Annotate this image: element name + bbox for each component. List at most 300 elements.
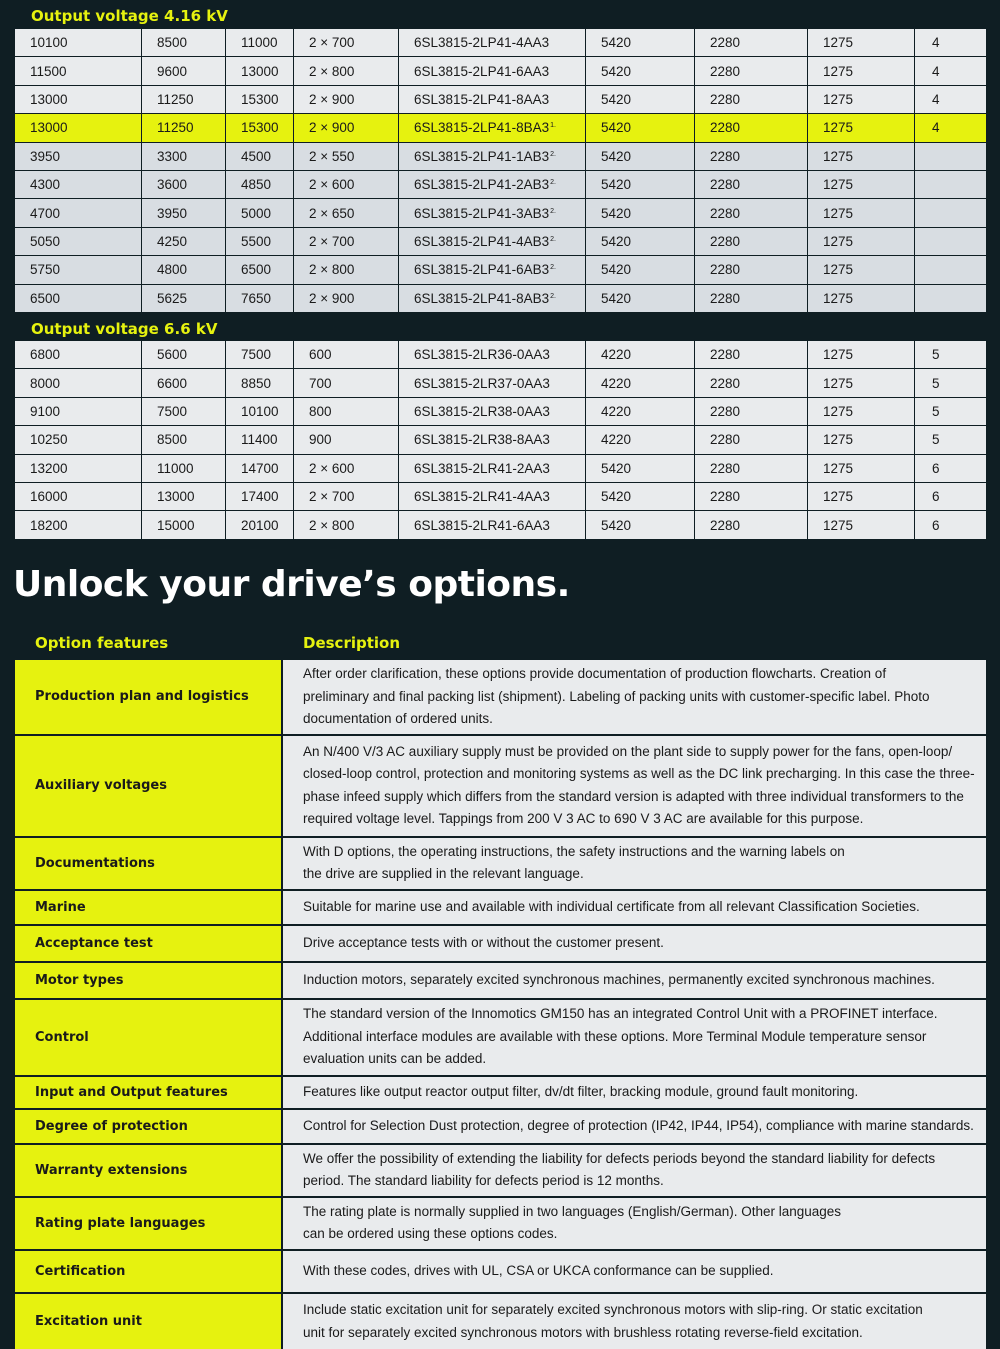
table-cell [695,57,808,85]
cell-value: 6SL3815-2LR38-0AA3 [414,403,550,419]
table-cell [399,171,586,199]
table-cell [586,341,695,369]
cell-value: 6SL3815-2LR41-2AA3 [414,460,550,476]
cell-value: 2280 [710,262,741,278]
cell-value: 700 [309,375,332,391]
cell-value: 2 × 800 [309,63,355,79]
table-cell [808,426,915,454]
cell-value: 18200 [30,517,68,533]
table-cell [294,341,399,369]
table-cell [808,369,915,397]
option-feature: Acceptance test [15,926,283,963]
cell-value: 11250 [157,120,194,136]
table-cell [142,199,226,227]
description-line: Include static excitation unit for separately excited synchronous motors with slip-ring. Or static excitation [303,1302,923,1317]
cell-value: 6SL3815-2LP41-2AB3 [414,177,550,193]
cell-value: 1275 [823,517,854,533]
cell-value: 11500 [30,63,67,79]
table-cell [226,86,294,114]
cell-value: 6SL3815-2LP41-8AA3 [414,91,550,107]
cell-value: 5 [932,375,940,391]
footnote-marker: 2. [550,235,556,243]
cell-value: 15300 [241,91,279,107]
footnote-marker: 2. [550,292,556,300]
table-cell [399,199,586,227]
table-cell [695,29,808,57]
cell-value: 7500 [157,403,188,419]
table-cell [695,511,808,539]
table-row [15,29,986,57]
table-cell [226,29,294,57]
footnote-marker: 2. [550,150,556,158]
table-cell [915,455,986,483]
option-description [283,1145,986,1198]
cell-value: 2280 [710,63,741,79]
description-line: After order clarification, these options provide documentation of production flowcharts. Creation of [303,666,887,681]
table-cell [695,426,808,454]
cell-value: 5420 [601,262,632,278]
table-row [15,426,986,454]
description-line: phase infeed supply which differs from the standard version is adapted with three individual transformers to the [303,788,964,804]
option-feature: Rating plate languages [15,1198,283,1251]
cell-value: 4 [932,35,940,51]
cell-value: 4 [932,120,940,136]
cell-value: 15000 [157,517,195,533]
table-cell [142,341,226,369]
table-cell [294,426,399,454]
cell-value: 1275 [823,148,854,164]
option-description [283,1251,986,1294]
cell-value: 1275 [823,432,854,448]
table-cell [294,29,399,57]
description-line: Features like output reactor output filter, dv/dt filter, bracking module, ground fault monitoring. [303,1083,859,1099]
table-row [15,455,986,483]
table-cell [294,114,399,142]
cell-value: 600 [309,347,332,363]
options-header-description: Description [303,634,401,652]
table-cell [399,285,586,313]
cell-value: 5420 [601,205,632,221]
cell-value: 2 × 800 [309,262,355,278]
option-row [15,660,986,736]
option-feature: Documentations [15,838,283,891]
table-cell [294,57,399,85]
spec-table-body [15,29,986,313]
table-cell [808,483,915,511]
cell-value: 7650 [241,290,272,306]
table-row [15,511,986,539]
cell-value: 1275 [823,233,854,249]
cell-value: 6 [932,489,940,505]
table-cell [226,171,294,199]
cell-value: 1275 [823,403,854,419]
description-line: required voltage level. Tappings from 200 V 3 AC to 690 V 3 AC are available for this purpose. [303,811,864,826]
cell-value: 2 × 700 [309,35,355,51]
cell-value: 5500 [241,233,272,249]
cell-value: 10100 [241,403,279,419]
cell-value: 2280 [710,233,741,249]
table-cell [586,369,695,397]
table-row [15,171,986,199]
cell-value: 13000 [30,91,68,107]
table-cell [399,57,586,85]
cell-value: 4700 [30,205,61,221]
table-cell [15,256,142,284]
cell-value: 5420 [601,460,632,476]
table-cell [142,171,226,199]
description-line: With D options, the operating instructions, the safety instructions and the warning labels on [303,843,845,859]
table-cell [695,341,808,369]
cell-value: 2 × 900 [309,91,355,107]
table-cell [808,228,915,256]
option-feature: Certification [15,1251,283,1294]
cell-value: 11250 [157,91,194,107]
option-description [283,1110,986,1145]
table-cell [915,398,986,426]
cell-value: 2280 [710,148,741,164]
table-cell [142,256,226,284]
footnote-marker: 2. [550,264,556,272]
table-cell [142,228,226,256]
cell-value: 6600 [157,375,188,391]
table-cell [399,369,586,397]
table-cell [15,57,142,85]
table-cell [15,86,142,114]
cell-value: 9100 [30,403,61,419]
table-cell [142,426,226,454]
description-line: the drive are supplied in the relevant language. [303,866,584,881]
table-cell [586,199,695,227]
table-cell [142,57,226,85]
cell-value: 13000 [30,120,68,136]
table-cell [586,57,695,85]
cell-value: 1275 [823,489,854,505]
table-cell [808,341,915,369]
table-cell [226,285,294,313]
cell-value: 6SL3815-2LP41-6AB3 [414,262,550,278]
cell-value: 2280 [710,347,741,363]
cell-value: 8850 [241,375,272,391]
table-row [15,228,986,256]
option-row [15,1251,986,1294]
table-cell [15,143,142,171]
table-row [15,369,986,397]
cell-value: 2 × 600 [309,177,355,193]
table-cell [915,369,986,397]
cell-value: 13000 [241,63,279,79]
table-cell [399,426,586,454]
cell-value: 2280 [710,517,741,533]
options-header-feature: Option features [35,634,169,652]
cell-value: 1275 [823,460,854,476]
table-row [15,483,986,511]
table-cell [808,29,915,57]
cell-value: 5420 [601,489,632,505]
table-cell [808,285,915,313]
table-cell [226,143,294,171]
table-cell [15,228,142,256]
cell-value: 6SL3815-2LR41-4AA3 [414,489,550,505]
description-line: Induction motors, separately excited synchronous machines, permanently excited synchronous machines. [303,971,935,987]
cell-value: 1275 [823,120,854,136]
table-row [15,114,986,142]
table-cell [808,143,915,171]
table-cell [695,256,808,284]
cell-value: 2280 [710,375,741,391]
cell-value: 8500 [157,35,188,51]
table-cell [294,398,399,426]
table-cell [915,114,986,142]
table-cell [808,199,915,227]
cell-value: 6SL3815-2LP41-1AB3 [414,148,550,164]
cell-value: 2280 [710,403,741,419]
table-cell [142,369,226,397]
table-row [15,256,986,284]
cell-value: 5420 [601,91,632,107]
option-description [283,736,986,838]
option-feature: Production plan and logistics [15,660,283,736]
cell-value: 2280 [710,205,741,221]
cell-value: 6SL3815-2LP41-8AB3 [414,290,550,306]
cell-value: 2280 [710,120,741,136]
table-cell [226,426,294,454]
table-cell [15,511,142,539]
table-cell [695,285,808,313]
table-cell [695,398,808,426]
cell-value: 14700 [241,460,279,476]
cell-value: 4220 [601,432,632,448]
table-cell [15,341,142,369]
table-cell [226,228,294,256]
cell-value: 13200 [30,460,68,476]
table-cell [15,426,142,454]
cell-value: 6SL3815-2LP41-3AB3 [414,205,550,221]
table-cell [226,511,294,539]
cell-value: 8000 [30,375,61,391]
cell-value: 2 × 900 [309,120,355,136]
cell-value: 9600 [157,63,188,79]
table-cell [915,228,986,256]
table-cell [586,285,695,313]
table-cell [142,114,226,142]
table-cell [808,57,915,85]
cell-value: 4800 [157,262,188,278]
table-cell [226,398,294,426]
cell-value: 1275 [823,375,854,391]
table-cell [915,29,986,57]
cell-value: 2280 [710,290,741,306]
cell-value: 6800 [30,347,61,363]
cell-value: 5 [932,403,940,419]
option-description [283,838,986,891]
cell-value: 5 [932,347,940,363]
cell-value: 1275 [823,177,854,193]
spec-table-4-16kv [15,29,986,313]
description-line: The standard version of the Innomotics GM150 has an integrated Control Unit with a PROFINET interface. [303,1006,938,1022]
options-headline: Unlock your drive’s options. [13,564,570,605]
table-row [15,341,986,369]
table-cell [226,199,294,227]
cell-value: 4 [932,91,940,107]
cell-value: 5 [932,432,940,448]
table-row [15,57,986,85]
table-cell [915,426,986,454]
table-cell [808,171,915,199]
cell-value: 1275 [823,35,854,51]
description-line: We offer the possibility of extending the liability for defects periods beyond the standard liability for defects [303,1150,936,1166]
table-cell [226,341,294,369]
table-cell [399,114,586,142]
cell-value: 2 × 700 [309,233,355,249]
table-cell [399,29,586,57]
cell-value: 17400 [241,489,279,505]
table-cell [399,228,586,256]
cell-value: 6SL3815-2LR41-6AA3 [414,517,550,533]
table-cell [15,114,142,142]
table-cell [586,114,695,142]
table-row [15,143,986,171]
options-table [15,660,986,1349]
description-line: Suitable for marine use and available with individual certificate from all relevant Classification Societies. [303,898,920,914]
table-cell [226,483,294,511]
table-cell [294,143,399,171]
option-feature: Motor types [15,963,283,1000]
cell-value: 2280 [710,460,741,476]
table-cell [294,86,399,114]
table-cell [915,285,986,313]
description-line: Drive acceptance tests with or without the customer present. [303,934,664,950]
cell-value: 3600 [157,177,188,193]
table-cell [142,143,226,171]
table-cell [695,143,808,171]
table-cell [15,29,142,57]
cell-value: 4 [932,63,940,79]
table-cell [226,57,294,85]
option-description [283,1294,986,1349]
cell-value: 11000 [241,35,278,51]
table-row [15,199,986,227]
description-line: preliminary and final packing list (shipment). Labeling of packing units with customer-specific label. Photo [303,688,930,704]
option-row [15,1000,986,1077]
table-cell [226,256,294,284]
table-cell [695,114,808,142]
option-row [15,736,986,838]
table-cell [399,511,586,539]
cell-value: 2 × 700 [309,489,355,505]
table-cell [142,398,226,426]
table-cell [15,483,142,511]
cell-value: 6SL3815-2LR36-0AA3 [414,347,550,363]
table-cell [915,341,986,369]
option-row [15,1110,986,1145]
table-cell [399,143,586,171]
table-cell [808,511,915,539]
section-title-6-6kv: Output voltage 6.6 kV [31,320,218,338]
cell-value: 5420 [601,35,632,51]
table-row [15,285,986,313]
option-feature: Marine [15,891,283,926]
table-cell [15,398,142,426]
table-row [15,86,986,114]
description-line: With these codes, drives with UL, CSA or UKCA conformance can be supplied. [303,1262,774,1278]
cell-value: 2 × 800 [309,517,355,533]
cell-value: 5750 [30,262,61,278]
table-cell [226,455,294,483]
cell-value: 6SL3815-2LP41-8BA3 [414,120,550,136]
spec-table-6-6kv [15,341,986,540]
table-cell [294,256,399,284]
option-row [15,1077,986,1110]
table-cell [586,171,695,199]
table-cell [808,398,915,426]
cell-value: 6SL3815-2LP41-4AA3 [414,35,550,51]
table-cell [142,285,226,313]
table-cell [15,199,142,227]
cell-value: 11400 [241,432,278,448]
cell-value: 2 × 550 [309,148,355,164]
options-table-body [15,660,986,1349]
table-cell [808,86,915,114]
footnote-marker: 2. [550,207,556,215]
cell-value: 2280 [710,489,741,505]
table-cell [808,256,915,284]
option-row [15,838,986,891]
cell-value: 900 [309,432,332,448]
cell-value: 2 × 900 [309,290,355,306]
table-cell [695,369,808,397]
table-cell [586,455,695,483]
table-cell [586,426,695,454]
cell-value: 2 × 600 [309,460,355,476]
cell-value: 5625 [157,290,188,306]
cell-value: 6SL3815-2LP41-6AA3 [414,63,550,79]
cell-value: 3950 [30,148,61,164]
cell-value: 6SL3815-2LR38-8AA3 [414,432,550,448]
table-cell [915,57,986,85]
table-row [15,398,986,426]
option-description [283,1198,986,1251]
cell-value: 5420 [601,63,632,79]
table-cell [695,86,808,114]
option-feature: Control [15,1000,283,1077]
cell-value: 5420 [601,177,632,193]
table-cell [586,256,695,284]
cell-value: 5000 [241,205,272,221]
table-cell [142,511,226,539]
cell-value: 7500 [241,347,272,363]
cell-value: 15300 [241,120,279,136]
table-cell [399,86,586,114]
cell-value: 5420 [601,233,632,249]
table-cell [915,199,986,227]
cell-value: 1275 [823,290,854,306]
cell-value: 6500 [241,262,272,278]
description-line: Control for Selection Dust protection, degree of protection (IP42, IP44, IP54), compliance with marine standards. [303,1117,974,1133]
table-cell [294,171,399,199]
cell-value: 1275 [823,91,854,107]
table-cell [399,455,586,483]
option-feature: Warranty extensions [15,1145,283,1198]
table-cell [15,369,142,397]
table-cell [695,228,808,256]
section-title-4-16kv: Output voltage 4.16 kV [31,7,228,25]
cell-value: 800 [309,403,332,419]
cell-value: 5420 [601,517,632,533]
table-cell [586,228,695,256]
table-cell [695,483,808,511]
cell-value: 5420 [601,290,632,306]
cell-value: 13000 [157,489,195,505]
